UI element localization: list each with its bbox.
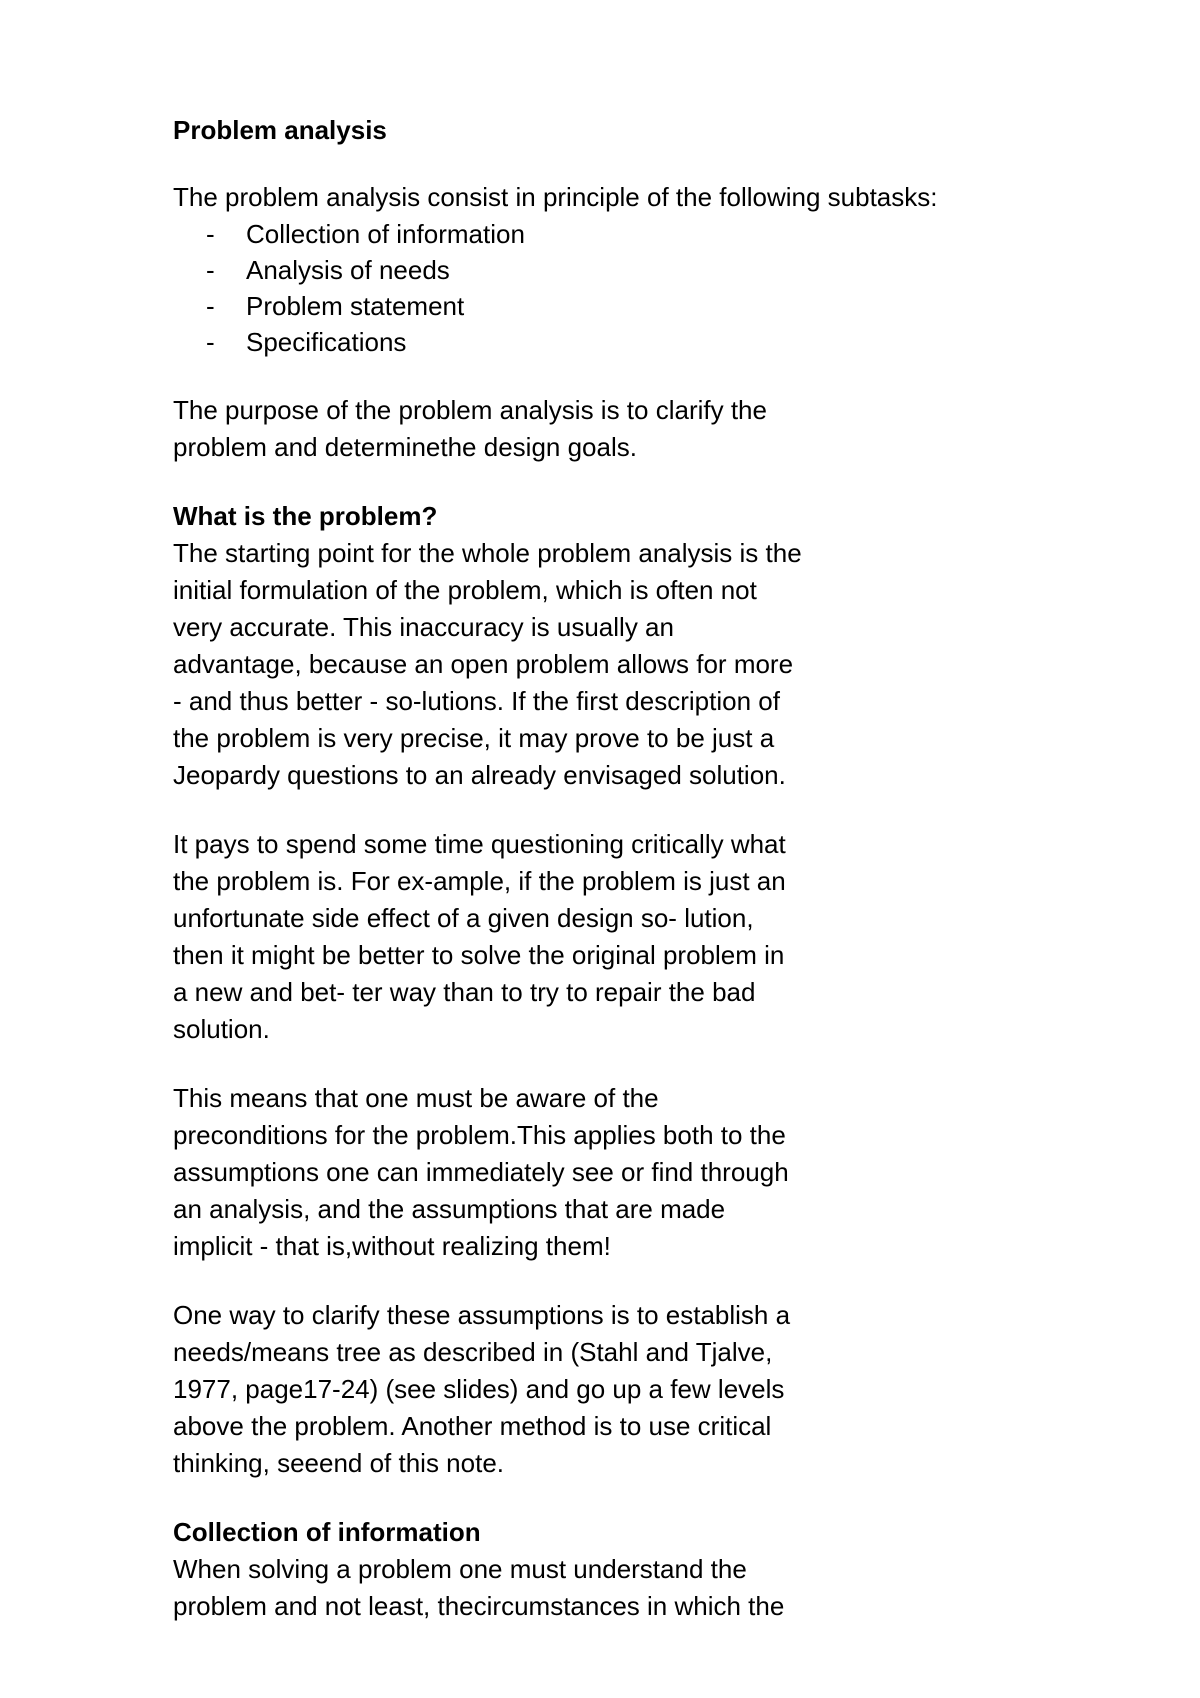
paragraph-line: an analysis, and the assumptions that are made: [173, 1194, 726, 1224]
spacer: [173, 1265, 1053, 1297]
paragraph-line: problem and not least, thecircumstances in which the: [173, 1591, 785, 1621]
problem-paragraph-3: [173, 1080, 1053, 1265]
list-item: [173, 288, 1053, 324]
problem-paragraph-1: [173, 535, 1053, 794]
section-heading-collection: Collection of information: [173, 1517, 481, 1547]
problem-paragraph-4: [173, 1297, 1053, 1482]
paragraph-line: It pays to spend some time questioning critically what: [173, 829, 786, 859]
paragraph-line: implicit - that is,without realizing them!: [173, 1231, 611, 1261]
document-page: [173, 112, 1053, 1625]
subtask-list: [173, 216, 1053, 360]
paragraph-line: 1977, page17-24) (see slides) and go up a few levels: [173, 1374, 785, 1404]
list-item: [173, 216, 1053, 252]
paragraph-line: above the problem. Another method is to use critical: [173, 1411, 772, 1441]
purpose-paragraph: [173, 392, 1053, 466]
paragraph-line: then it might be better to solve the original problem in: [173, 940, 785, 970]
collection-paragraph-1: [173, 1551, 1053, 1625]
paragraph-line: initial formulation of the problem, which is often not: [173, 575, 757, 605]
spacer: [173, 360, 1053, 392]
list-dash: -: [206, 291, 215, 321]
list-item-label: Analysis of needs: [246, 255, 450, 285]
paragraph-line: The starting point for the whole problem analysis is the: [173, 538, 802, 568]
paragraph-line: very accurate. This inaccuracy is usually an: [173, 612, 674, 642]
list-dash: -: [206, 219, 215, 249]
spacer: [173, 1482, 1053, 1514]
paragraph-line: preconditions for the problem.This applies both to the: [173, 1120, 786, 1150]
problem-paragraph-2: [173, 826, 1053, 1048]
list-item-label: Collection of information: [246, 219, 525, 249]
list-dash: -: [206, 327, 215, 357]
spacer: [173, 794, 1053, 826]
spacer: [173, 1048, 1053, 1080]
list-dash: -: [206, 255, 215, 285]
paragraph-line: the problem is. For ex-ample, if the problem is just an: [173, 866, 786, 896]
paragraph-line: When solving a problem one must understand the: [173, 1554, 747, 1584]
paragraph-line: - and thus better - so-lutions. If the first description of: [173, 686, 780, 716]
paragraph-line: One way to clarify these assumptions is to establish a: [173, 1300, 791, 1330]
paragraph-line: thinking, seeend of this note.: [173, 1448, 505, 1478]
section-heading-problem: What is the problem?: [173, 501, 438, 531]
paragraph-line: a new and bet- ter way than to try to repair the bad: [173, 977, 756, 1007]
paragraph-line: assumptions one can immediately see or find through: [173, 1157, 789, 1187]
spacer: [173, 149, 1053, 179]
list-item: [173, 252, 1053, 288]
paragraph-line: solution.: [173, 1014, 270, 1044]
paragraph-line: the problem is very precise, it may prove to be just a: [173, 723, 775, 753]
spacer: [173, 466, 1053, 498]
list-item-label: Specifications: [246, 327, 407, 357]
paragraph-line: problem and determinethe design goals.: [173, 432, 637, 462]
intro-text: The problem analysis consist in principle of the following subtasks:: [173, 182, 938, 212]
list-item: [173, 324, 1053, 360]
paragraph-line: advantage, because an open problem allows for more: [173, 649, 794, 679]
paragraph-line: This means that one must be aware of the: [173, 1083, 659, 1113]
list-item-label: Problem statement: [246, 291, 465, 321]
document-title: Problem analysis: [173, 115, 387, 145]
paragraph-line: unfortunate side effect of a given design so- lution,: [173, 903, 754, 933]
paragraph-line: The purpose of the problem analysis is to clarify the: [173, 395, 767, 425]
paragraph-line: Jeopardy questions to an already envisaged solution.: [173, 760, 786, 790]
paragraph-line: needs/means tree as described in (Stahl and Tjalve,: [173, 1337, 773, 1367]
